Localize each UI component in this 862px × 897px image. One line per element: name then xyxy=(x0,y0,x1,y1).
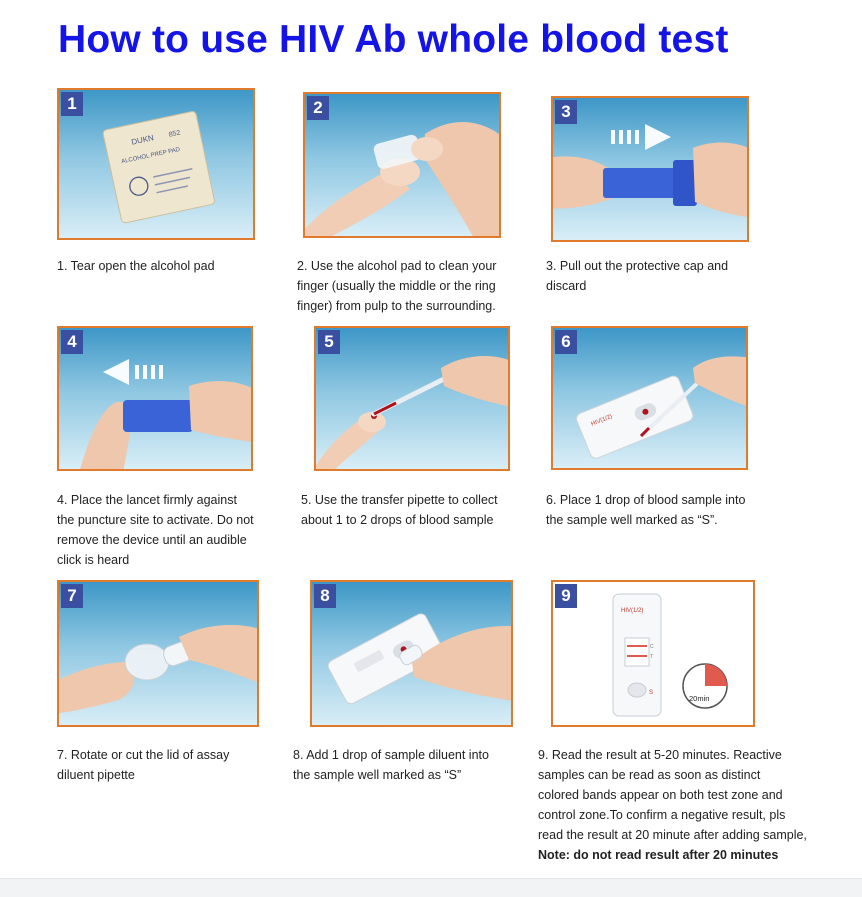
caption-line: diluent pipette xyxy=(57,768,135,782)
step-4-image xyxy=(57,326,253,471)
caption-line: 1. Tear open the alcohol pad xyxy=(57,259,215,273)
step-9-caption xyxy=(538,745,807,865)
alcohol-pad-illustration xyxy=(59,90,255,240)
pad-text: ALCOHOL PREP PAD xyxy=(120,146,181,166)
caption-line: 5. Use the transfer pipette to collect xyxy=(301,493,498,507)
step-5-image xyxy=(314,326,510,471)
caption-line: finger (usually the middle or the ring xyxy=(297,279,496,293)
caption-line: the sample well marked as “S”. xyxy=(546,513,718,527)
read-result-illustration xyxy=(553,582,755,727)
step-7-number: 7 xyxy=(61,584,83,608)
drop-blood-illustration xyxy=(553,328,748,470)
pad-brand: DUKN xyxy=(130,133,155,147)
step-3-number: 3 xyxy=(555,100,577,124)
caption-line: about 1 to 2 drops of blood sample xyxy=(301,513,494,527)
step-7-image xyxy=(57,580,259,727)
step-5-caption xyxy=(301,490,498,530)
step-1-caption xyxy=(57,256,215,276)
step-5-number: 5 xyxy=(318,330,340,354)
caption-line: the sample well marked as “S” xyxy=(293,768,462,782)
rotate-lid-illustration xyxy=(59,582,259,727)
step-8-caption xyxy=(293,745,489,785)
cassette-s: S xyxy=(649,690,654,696)
timer-label: 20min xyxy=(689,694,710,703)
caption-line: read the result at 20 minute after adding sample, xyxy=(538,828,807,842)
cassette-c: C xyxy=(650,644,654,650)
caption-line: 7. Rotate or cut the lid of assay xyxy=(57,748,230,762)
cassette-label: HIV(1/2) xyxy=(590,413,614,428)
caption-line: finger) from pulp to the surrounding. xyxy=(297,299,496,313)
caption-line: remove the device until an audible xyxy=(57,533,247,547)
caption-line: click is heard xyxy=(57,553,130,567)
caption-line: 3. Pull out the protective cap and xyxy=(546,259,729,273)
caption-line: discard xyxy=(546,279,587,293)
bottom-bar xyxy=(0,878,862,897)
step-2-image xyxy=(303,92,501,238)
step-4-number: 4 xyxy=(61,330,83,354)
step-7-caption xyxy=(57,745,229,785)
caption-note: Note: do not read result after 20 minutes xyxy=(538,848,779,862)
cassette-label: HIV(1/2) xyxy=(621,608,644,614)
caption-line: 9. Read the result at 5-20 minutes. Reactive xyxy=(538,748,782,762)
lancet-cap-illustration xyxy=(553,98,749,242)
step-2-number: 2 xyxy=(307,96,329,120)
caption-line: control zone.To confirm a negative result, pls xyxy=(538,808,786,822)
pad-code: 852 xyxy=(168,129,182,139)
page-title: How to use HIV Ab whole blood test xyxy=(58,18,729,61)
step-8-image xyxy=(310,580,513,727)
cassette-t: T xyxy=(650,654,654,660)
add-diluent-illustration xyxy=(312,582,513,727)
step-6-number: 6 xyxy=(555,330,577,354)
step-1-image xyxy=(57,88,255,240)
pipette-collect-illustration xyxy=(316,328,510,471)
step-1-number: 1 xyxy=(61,92,83,116)
caption-line: 8. Add 1 drop of sample diluent into xyxy=(293,748,489,762)
step-3-image xyxy=(551,96,749,242)
step-3-caption xyxy=(546,256,728,296)
step-4-caption xyxy=(57,490,254,570)
caption-line: 6. Place 1 drop of blood sample into xyxy=(546,493,746,507)
step-9-image xyxy=(551,580,755,727)
lancet-press-illustration xyxy=(59,328,253,471)
step-8-number: 8 xyxy=(314,584,336,608)
caption-line: the puncture site to activate. Do not xyxy=(57,513,254,527)
step-6-image xyxy=(551,326,748,470)
step-9-number: 9 xyxy=(555,584,577,608)
caption-line: 4. Place the lancet firmly against xyxy=(57,493,237,507)
caption-line: 2. Use the alcohol pad to clean your xyxy=(297,259,497,273)
step-6-caption xyxy=(546,490,745,530)
step-2-caption xyxy=(297,256,496,316)
caption-line: samples can be read as soon as distinct xyxy=(538,768,761,782)
finger-cleaning-illustration xyxy=(305,94,501,238)
caption-line: colored bands appear on both test zone and xyxy=(538,788,783,802)
